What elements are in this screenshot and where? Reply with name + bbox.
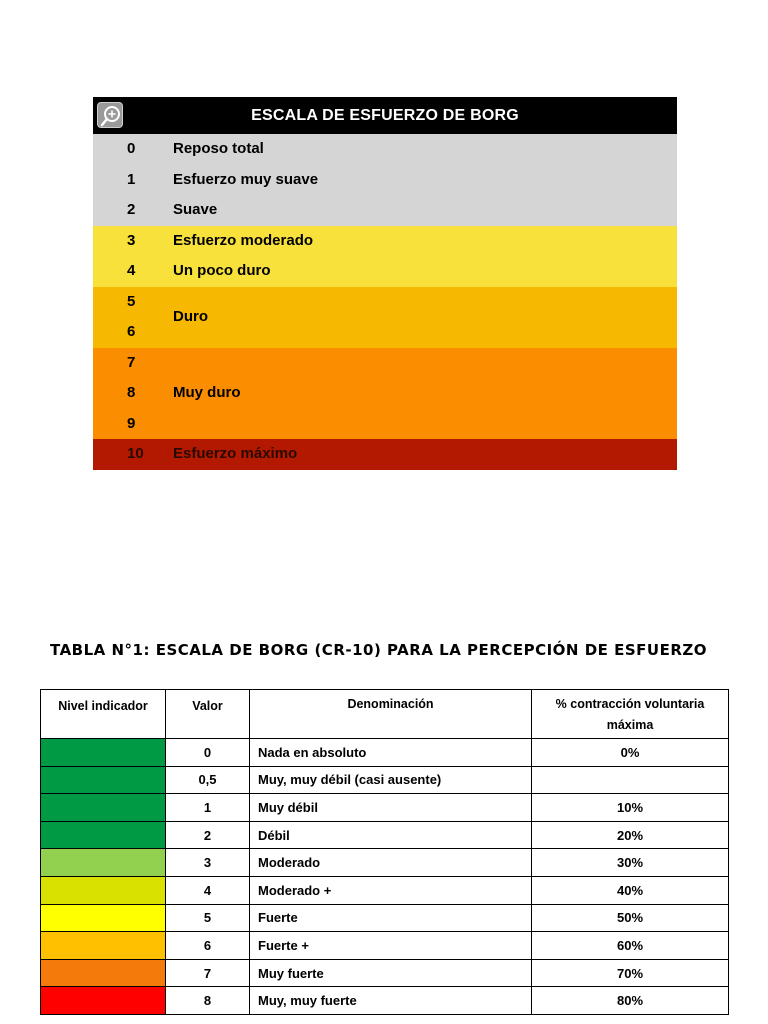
value-cell: 5	[166, 904, 250, 932]
percent-cell: 30%	[532, 849, 729, 877]
level-indicator-swatch	[41, 821, 166, 849]
value-cell: 6	[166, 932, 250, 960]
level-indicator-swatch	[41, 876, 166, 904]
name-cell: Muy, muy débil (casi ausente)	[250, 766, 532, 794]
borg-band	[93, 348, 677, 440]
level-indicator-swatch	[41, 932, 166, 960]
borg-level-label: Un poco duro	[173, 262, 271, 279]
percent-cell: 40%	[532, 876, 729, 904]
borg-level-number: 8	[127, 384, 136, 401]
percent-cell	[532, 766, 729, 794]
borg-scale-bands	[93, 134, 677, 470]
borg-band	[93, 287, 677, 348]
borg-level-label: Reposo total	[173, 140, 264, 157]
percent-cell: 10%	[532, 794, 729, 822]
value-cell: 0,5	[166, 766, 250, 794]
level-indicator-swatch	[41, 904, 166, 932]
value-cell: 0	[166, 739, 250, 767]
borg-band-levels	[93, 287, 173, 348]
value-cell: 2	[166, 821, 250, 849]
borg-band-levels	[93, 134, 173, 165]
table-row	[41, 766, 729, 794]
borg-level-label: Esfuerzo muy suave	[173, 170, 319, 188]
borg-band-levels	[93, 195, 173, 226]
table-row	[41, 821, 729, 849]
borg-scale-header	[93, 97, 677, 134]
percent-cell: 50%	[532, 904, 729, 932]
borg-level-number: 10	[127, 445, 144, 462]
borg-level-number: 6	[127, 323, 136, 340]
header-percent: % contracción voluntaria máxima	[532, 690, 729, 739]
percent-cell: 20%	[532, 821, 729, 849]
value-cell: 3	[166, 849, 250, 877]
header-name: Denominación	[250, 690, 532, 739]
value-cell: 1	[166, 794, 250, 822]
table-row	[41, 932, 729, 960]
level-indicator-swatch	[41, 739, 166, 767]
value-cell: 8	[166, 987, 250, 1015]
name-cell: Muy fuerte	[250, 959, 532, 987]
borg-level-number: 2	[127, 201, 136, 218]
borg-band-levels	[93, 256, 173, 287]
borg-level-number: 4	[127, 262, 136, 279]
name-cell: Fuerte +	[250, 932, 532, 960]
table-row	[41, 959, 729, 987]
table-row	[41, 904, 729, 932]
borg-band-levels	[93, 348, 173, 440]
borg-level-label: Esfuerzo moderado	[173, 231, 314, 249]
percent-cell: 0%	[532, 739, 729, 767]
level-indicator-swatch	[41, 766, 166, 794]
name-cell: Fuerte	[250, 904, 532, 932]
table-row	[41, 987, 729, 1015]
borg-band	[93, 256, 677, 287]
borg-level-label: Muy duro	[173, 384, 241, 401]
borg-level-number: 1	[127, 170, 136, 188]
name-cell: Muy, muy fuerte	[250, 987, 532, 1015]
name-cell: Moderado +	[250, 876, 532, 904]
value-cell: 7	[166, 959, 250, 987]
borg-band	[93, 195, 677, 226]
level-indicator-swatch	[41, 987, 166, 1015]
borg-level-label: Duro	[173, 307, 208, 325]
borg-level-number: 5	[127, 292, 136, 310]
borg-band	[93, 134, 677, 165]
cr10-table-title: TABLA N°1: ESCALA DE BORG (CR-10) PARA LA PERCEPCIÓN DE ESFUERZO	[50, 641, 708, 659]
zoom-in-icon[interactable]	[97, 102, 123, 128]
percent-cell: 60%	[532, 932, 729, 960]
table-row	[41, 876, 729, 904]
level-indicator-swatch	[41, 959, 166, 987]
cr10-header-row	[41, 690, 729, 739]
percent-cell: 80%	[532, 987, 729, 1015]
table-row	[41, 849, 729, 877]
table-row	[41, 739, 729, 767]
borg-band-levels	[93, 165, 173, 196]
cr10-table	[40, 689, 729, 1015]
level-indicator-swatch	[41, 849, 166, 877]
borg-band	[93, 165, 677, 196]
borg-scale-title: ESCALA DE ESFUERZO DE BORG	[251, 106, 519, 124]
value-cell: 4	[166, 876, 250, 904]
percent-cell: 70%	[532, 959, 729, 987]
borg-band	[93, 226, 677, 257]
borg-band	[93, 439, 677, 470]
borg-level-number: 0	[127, 140, 136, 157]
name-cell: Débil	[250, 821, 532, 849]
borg-level-number: 3	[127, 231, 136, 249]
borg-level-label: Suave	[173, 201, 218, 218]
name-cell: Muy débil	[250, 794, 532, 822]
borg-band-levels	[93, 439, 173, 470]
borg-band-levels	[93, 226, 173, 257]
level-indicator-swatch	[41, 794, 166, 822]
table-row	[41, 794, 729, 822]
header-indicator: Nivel indicador	[41, 690, 166, 739]
name-cell: Nada en absoluto	[250, 739, 532, 767]
borg-level-number: 9	[127, 414, 136, 432]
cr10-table-body	[41, 739, 729, 1015]
header-value: Valor	[166, 690, 250, 739]
borg-level-label: Esfuerzo máximo	[173, 445, 298, 462]
name-cell: Moderado	[250, 849, 532, 877]
borg-level-number: 7	[127, 353, 136, 371]
borg-scale-table	[93, 97, 677, 470]
